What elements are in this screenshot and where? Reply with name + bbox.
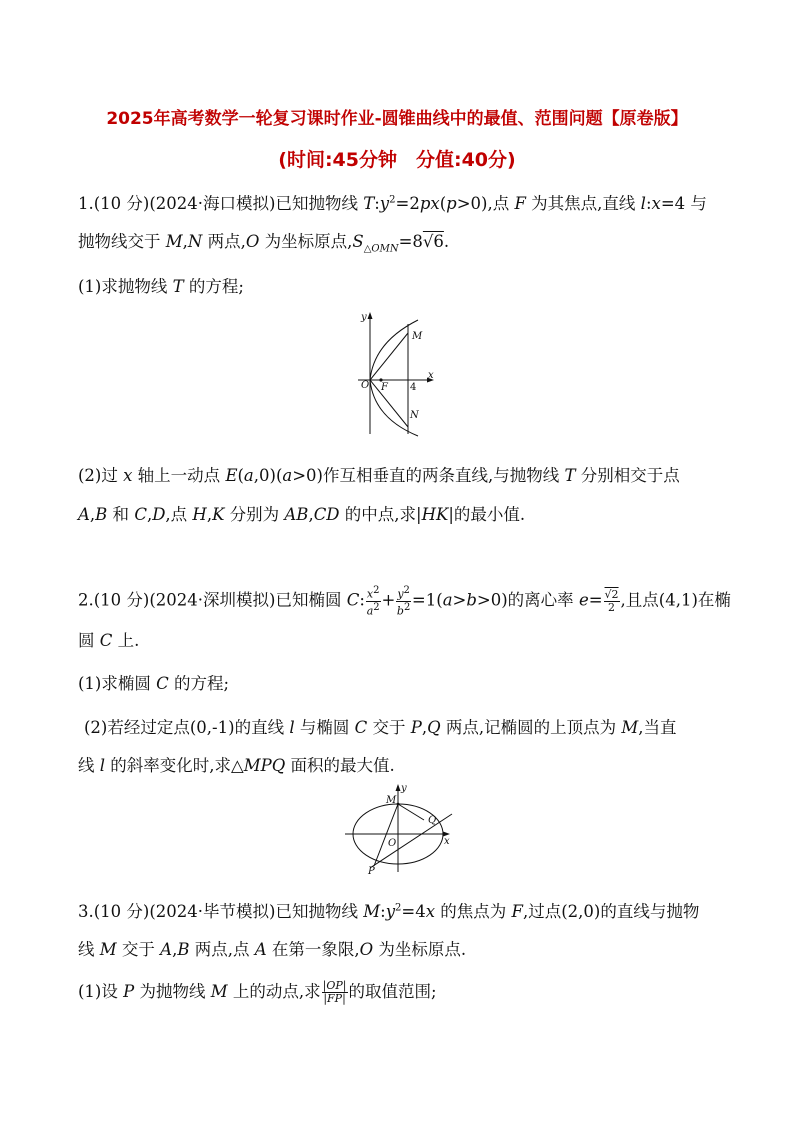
q3-part-1: (1)设 P 为抛物线 M 上的动点,求 $\frac{|OP|}{|FP|}$ 的取值范围; bbox=[78, 979, 437, 1005]
page-subtitle: (时间:45分钟 分值:40分) bbox=[278, 149, 516, 171]
fig2-label-y: y bbox=[401, 783, 407, 794]
fig2-label-x: x bbox=[444, 836, 450, 847]
fig1-label-x: x bbox=[428, 370, 434, 381]
q1-part-1: (1)求抛物线 T 的方程; bbox=[78, 277, 244, 296]
q1-part-2-line-1: (2)过 x 轴上一动点 E(a,0)(a>0)作互相垂直的两条直线,与抛物线 T 分别相交于点 bbox=[78, 466, 680, 485]
fig2-label-Q: Q bbox=[428, 815, 437, 826]
q2-line-2: 圆 C 上. bbox=[78, 631, 140, 650]
ellipse-figure bbox=[340, 780, 460, 876]
fig2-label-P: P bbox=[368, 866, 375, 876]
fig1-label-4: 4 bbox=[410, 382, 417, 393]
q3-line-2: 线 M 交于 A,B 两点,点 A 在第一象限,O 为坐标原点. bbox=[78, 940, 467, 959]
fig1-label-O: O bbox=[361, 380, 370, 391]
fig2-label-M: M bbox=[386, 795, 397, 806]
fig2-label-O: O bbox=[388, 838, 397, 849]
q2-line-1: 2.(10 分)(2024·深圳模拟)已知椭圆 C: $\frac{x^2}{a^2}$ + $\frac{y^2}{b^2}$ =1(a>b>0)的离心率 e= $\frac{√2}{2}$ ,且点(4,1)在椭 bbox=[78, 585, 731, 618]
q1-part-2-line-2: A,B 和 C,D,点 H,K 分别为 AB,CD 的中点,求|HK|的最小值. bbox=[78, 505, 526, 524]
q1-line-1: 1.(10 分)(2024·海口模拟)已知抛物线 $T:y^2=2px(p>0)$,点 F 为其焦点,直线 l:x=4 与 bbox=[78, 194, 707, 213]
q2-part-2-line-2: 线 l 的斜率变化时,求△MPQ 面积的最大值. bbox=[78, 756, 395, 775]
q2-part-1: (1)求椭圆 C 的方程; bbox=[78, 674, 230, 693]
fig1-label-N: N bbox=[410, 410, 419, 421]
q2-part-2-line-1: (2)若经过定点(0,-1)的直线 l 与椭圆 C 交于 P,Q 两点,记椭圆的上顶点为 M,当直 bbox=[84, 718, 677, 737]
fig1-label-y: y bbox=[361, 312, 367, 323]
parabola-figure bbox=[350, 310, 440, 438]
page-title: 2025年高考数学一轮复习课时作业-圆锥曲线中的最值、范围问题【原卷版】 bbox=[106, 109, 688, 129]
q3-line-1: 3.(10 分)(2024·毕节模拟)已知抛物线 $M:y^2=4x$ 的焦点为 F,过点(2,0)的直线与抛物 bbox=[78, 902, 700, 921]
fig1-label-M: M bbox=[412, 331, 423, 342]
q1-line-2: 抛物线交于 M,N 两点,O 为坐标原点$,S_{\triangle OMN}=8√6$. bbox=[78, 232, 450, 255]
fig1-label-F: F bbox=[381, 382, 388, 393]
